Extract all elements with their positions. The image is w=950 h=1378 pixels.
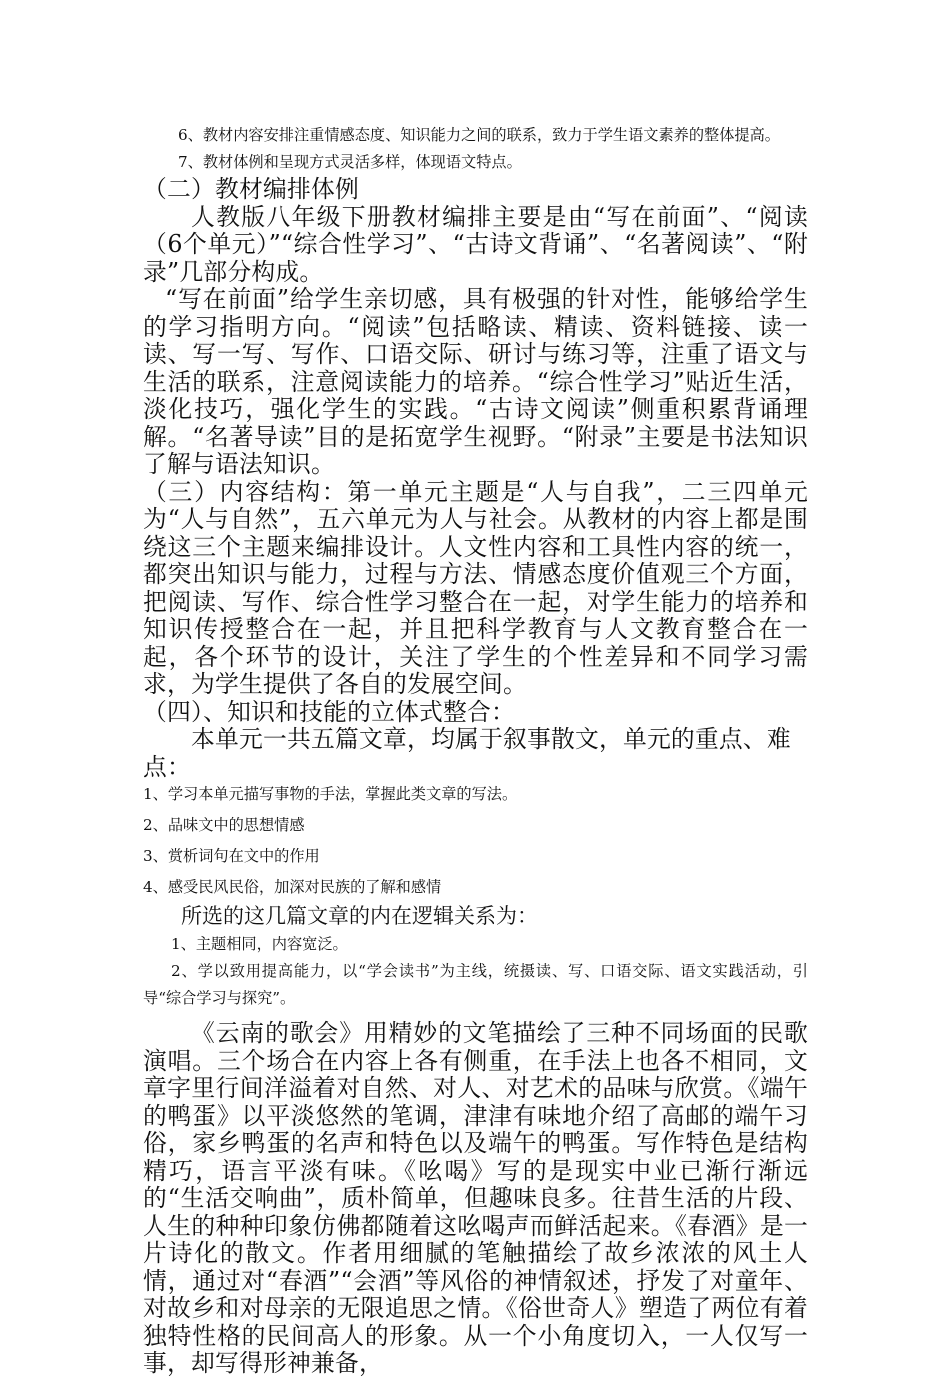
heading-knowledge-skills: （四）、知识和技能的立体式整合： xyxy=(143,697,516,726)
paragraph-item-6: 6、教材内容安排注重情感态度、知识能力之间的联系，致力于学生语文素养的整体提高。 xyxy=(178,126,780,144)
list-item-3: 3、赏析词句在文中的作用 xyxy=(143,847,320,865)
document-page xyxy=(143,122,808,1378)
relation-item-2: 2、学以致用提高能力，以“学会读书”为主线，统摄读、写、口语交际、语文实践活动，引导“综合学习与探究”。 xyxy=(143,962,808,1007)
paragraph-logic-relation: 所选的这几篇文章的内在逻辑关系为： xyxy=(181,904,538,928)
paragraph-item-7: 7、教材体例和呈现方式灵活多样，体现语文特点。 xyxy=(178,153,522,171)
relation-item-1: 1、主题相同，内容宽泛。 xyxy=(171,935,348,953)
paragraph-content-structure: （三）内容结构：第一单元主题是“人与自我”，二三四单元为“人与自然”，五六单元为人与社会。从教材的内容上都是围绕这三个主题来编排设计。人文性内容和工具性内容的统一，都突出知识与能力，过程与方法、情感态度价值观三个方面，把阅读、写作、综合性学习整合在一起，对学生能力的培养和知识传授整合在一起，并且把科学教育与人文教育整合在一起，各个环节的设计，关注了学生的个性差异和不同学习需求，为学生提供了各自的发展空间。 xyxy=(143,477,808,698)
paragraph-article-summary: 《云南的歌会》用精妙的文笔描绘了三种不同场面的民歌演唱。三个场合在内容上各有侧重，在手法上也各不相同，文章字里行间洋溢着对自然、对人、对艺术的品味与欣赏。《端午的鸭蛋》以平淡悠然的笔调，津津有味地介绍了高邮的端午习俗，家乡鸭蛋的名声和特色以及端午的鸭蛋。写作特色是结构精巧，语言平淡有味。《吆喝》写的是现实中业已渐行渐远的“生活交响曲”，质朴简单，但趣味良多。往昔生活的片段、人生的种种印象仿佛都随着这吆喝声而鲜活起来。《春酒》是一片诗化的散文。作者用细腻的笔触描绘了故乡浓浓的风土人情，通过对“春酒”“会酒”等风俗的神情叙述，抒发了对童年、对故乡和对母亲的无限追思之情。《俗世奇人》塑造了两位有着独特性格的民间高人的形象。从一个小角度切入，一人仅写一事，却写得形神兼备， xyxy=(143,1019,808,1377)
paragraph-structure-intro: 人教版八年级下册教材编排主要是由“写在前面”、“阅读（6个单元）”“综合性学习”、“古诗文背诵”、“名著阅读”、“附录”几部分构成。 xyxy=(143,202,808,286)
list-item-4: 4、感受民风民俗，加深对民族的了解和感情 xyxy=(143,878,442,896)
list-item-1: 1、学习本单元描写事物的手法，掌握此类文章的写法。 xyxy=(143,785,518,803)
paragraph-structure-detail: “写在前面”给学生亲切感，具有极强的针对性，能够给学生的学习指明方向。“阅读”包括略读、精读、资料链接、读一读、写一写、写作、口语交际、研讨与练习等，注重了语文与生活的联系，注意阅读能力的培养。“综合性学习”贴近生活，淡化技巧，强化学生的实践。“古诗文阅读”侧重积累背诵理解。“名著导读”目的是拓宽学生视野。“附录”主要是书法知识了解与语法知识。 xyxy=(143,285,808,478)
heading-structure: （二）教材编排体例 xyxy=(143,175,359,203)
paragraph-unit-focus: 本单元一共五篇文章，均属于叙事散文，单元的重点、难点： xyxy=(143,725,791,781)
list-item-2: 2、品味文中的思想情感 xyxy=(143,816,305,834)
